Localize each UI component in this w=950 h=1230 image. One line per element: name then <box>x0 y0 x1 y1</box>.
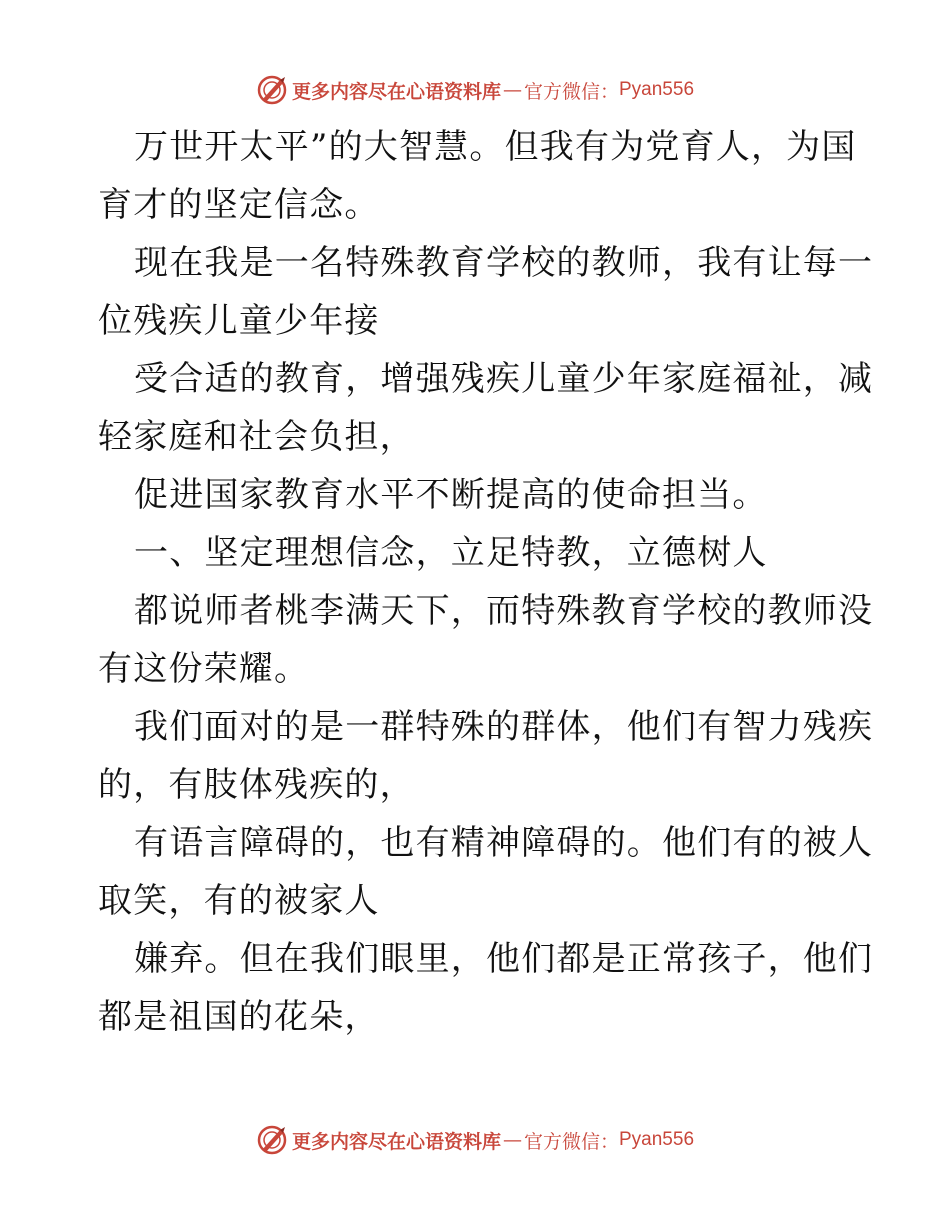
text-line: 促进国家教育水平不断提高的使命担当。 <box>134 475 768 515</box>
text-line: 万世开太平”的大智慧。但我有为党育人，为国 <box>134 127 857 167</box>
quill-pen-logo-icon <box>256 74 288 106</box>
text-line: 都说师者桃李满天下，而特殊教育学校的教师没 <box>134 591 874 631</box>
text-line: 位残疾儿童少年接 <box>98 301 380 341</box>
quill-pen-logo-icon <box>256 1124 288 1156</box>
text-line: 嫌弃。但在我们眼里，他们都是正常孩子，他们 <box>134 939 874 979</box>
text-line: 现在我是一名特殊教育学校的教师，我有让每一 <box>134 243 874 283</box>
header-wechat-label: 官方微信： <box>523 80 619 103</box>
header-brand-text: 更多内容尽在心语资料库 <box>291 80 501 103</box>
text-line: 育才的坚定信念。 <box>98 185 380 225</box>
text-line: 一、坚定理想信念，立足特教，立德树人 <box>134 533 768 573</box>
text-line: 受合适的教育，增强残疾儿童少年家庭福祉，减 <box>134 359 874 399</box>
header-separator: — <box>502 79 522 101</box>
text-line: 有语言障碍的，也有精神障碍的。他们有的被人 <box>134 823 874 863</box>
text-line: 轻家庭和社会负担， <box>98 417 415 457</box>
text-line: 的，有肢体残疾的， <box>98 765 415 805</box>
header-wechat-account: Pyan556 <box>619 79 695 100</box>
header-banner <box>0 70 950 110</box>
footer-wechat-label: 官方微信： <box>523 1130 619 1153</box>
text-line: 都是祖国的花朵， <box>98 997 380 1037</box>
footer-brand-text: 更多内容尽在心语资料库 <box>291 1130 501 1153</box>
footer-wechat-account: Pyan556 <box>619 1129 695 1150</box>
text-line: 取笑，有的被家人 <box>98 881 380 921</box>
document-body <box>98 118 874 1046</box>
text-line: 我们面对的是一群特殊的群体，他们有智力残疾 <box>134 707 874 747</box>
text-line: 有这份荣耀。 <box>98 649 310 689</box>
footer-banner <box>0 1120 950 1160</box>
footer-separator: — <box>502 1129 522 1151</box>
